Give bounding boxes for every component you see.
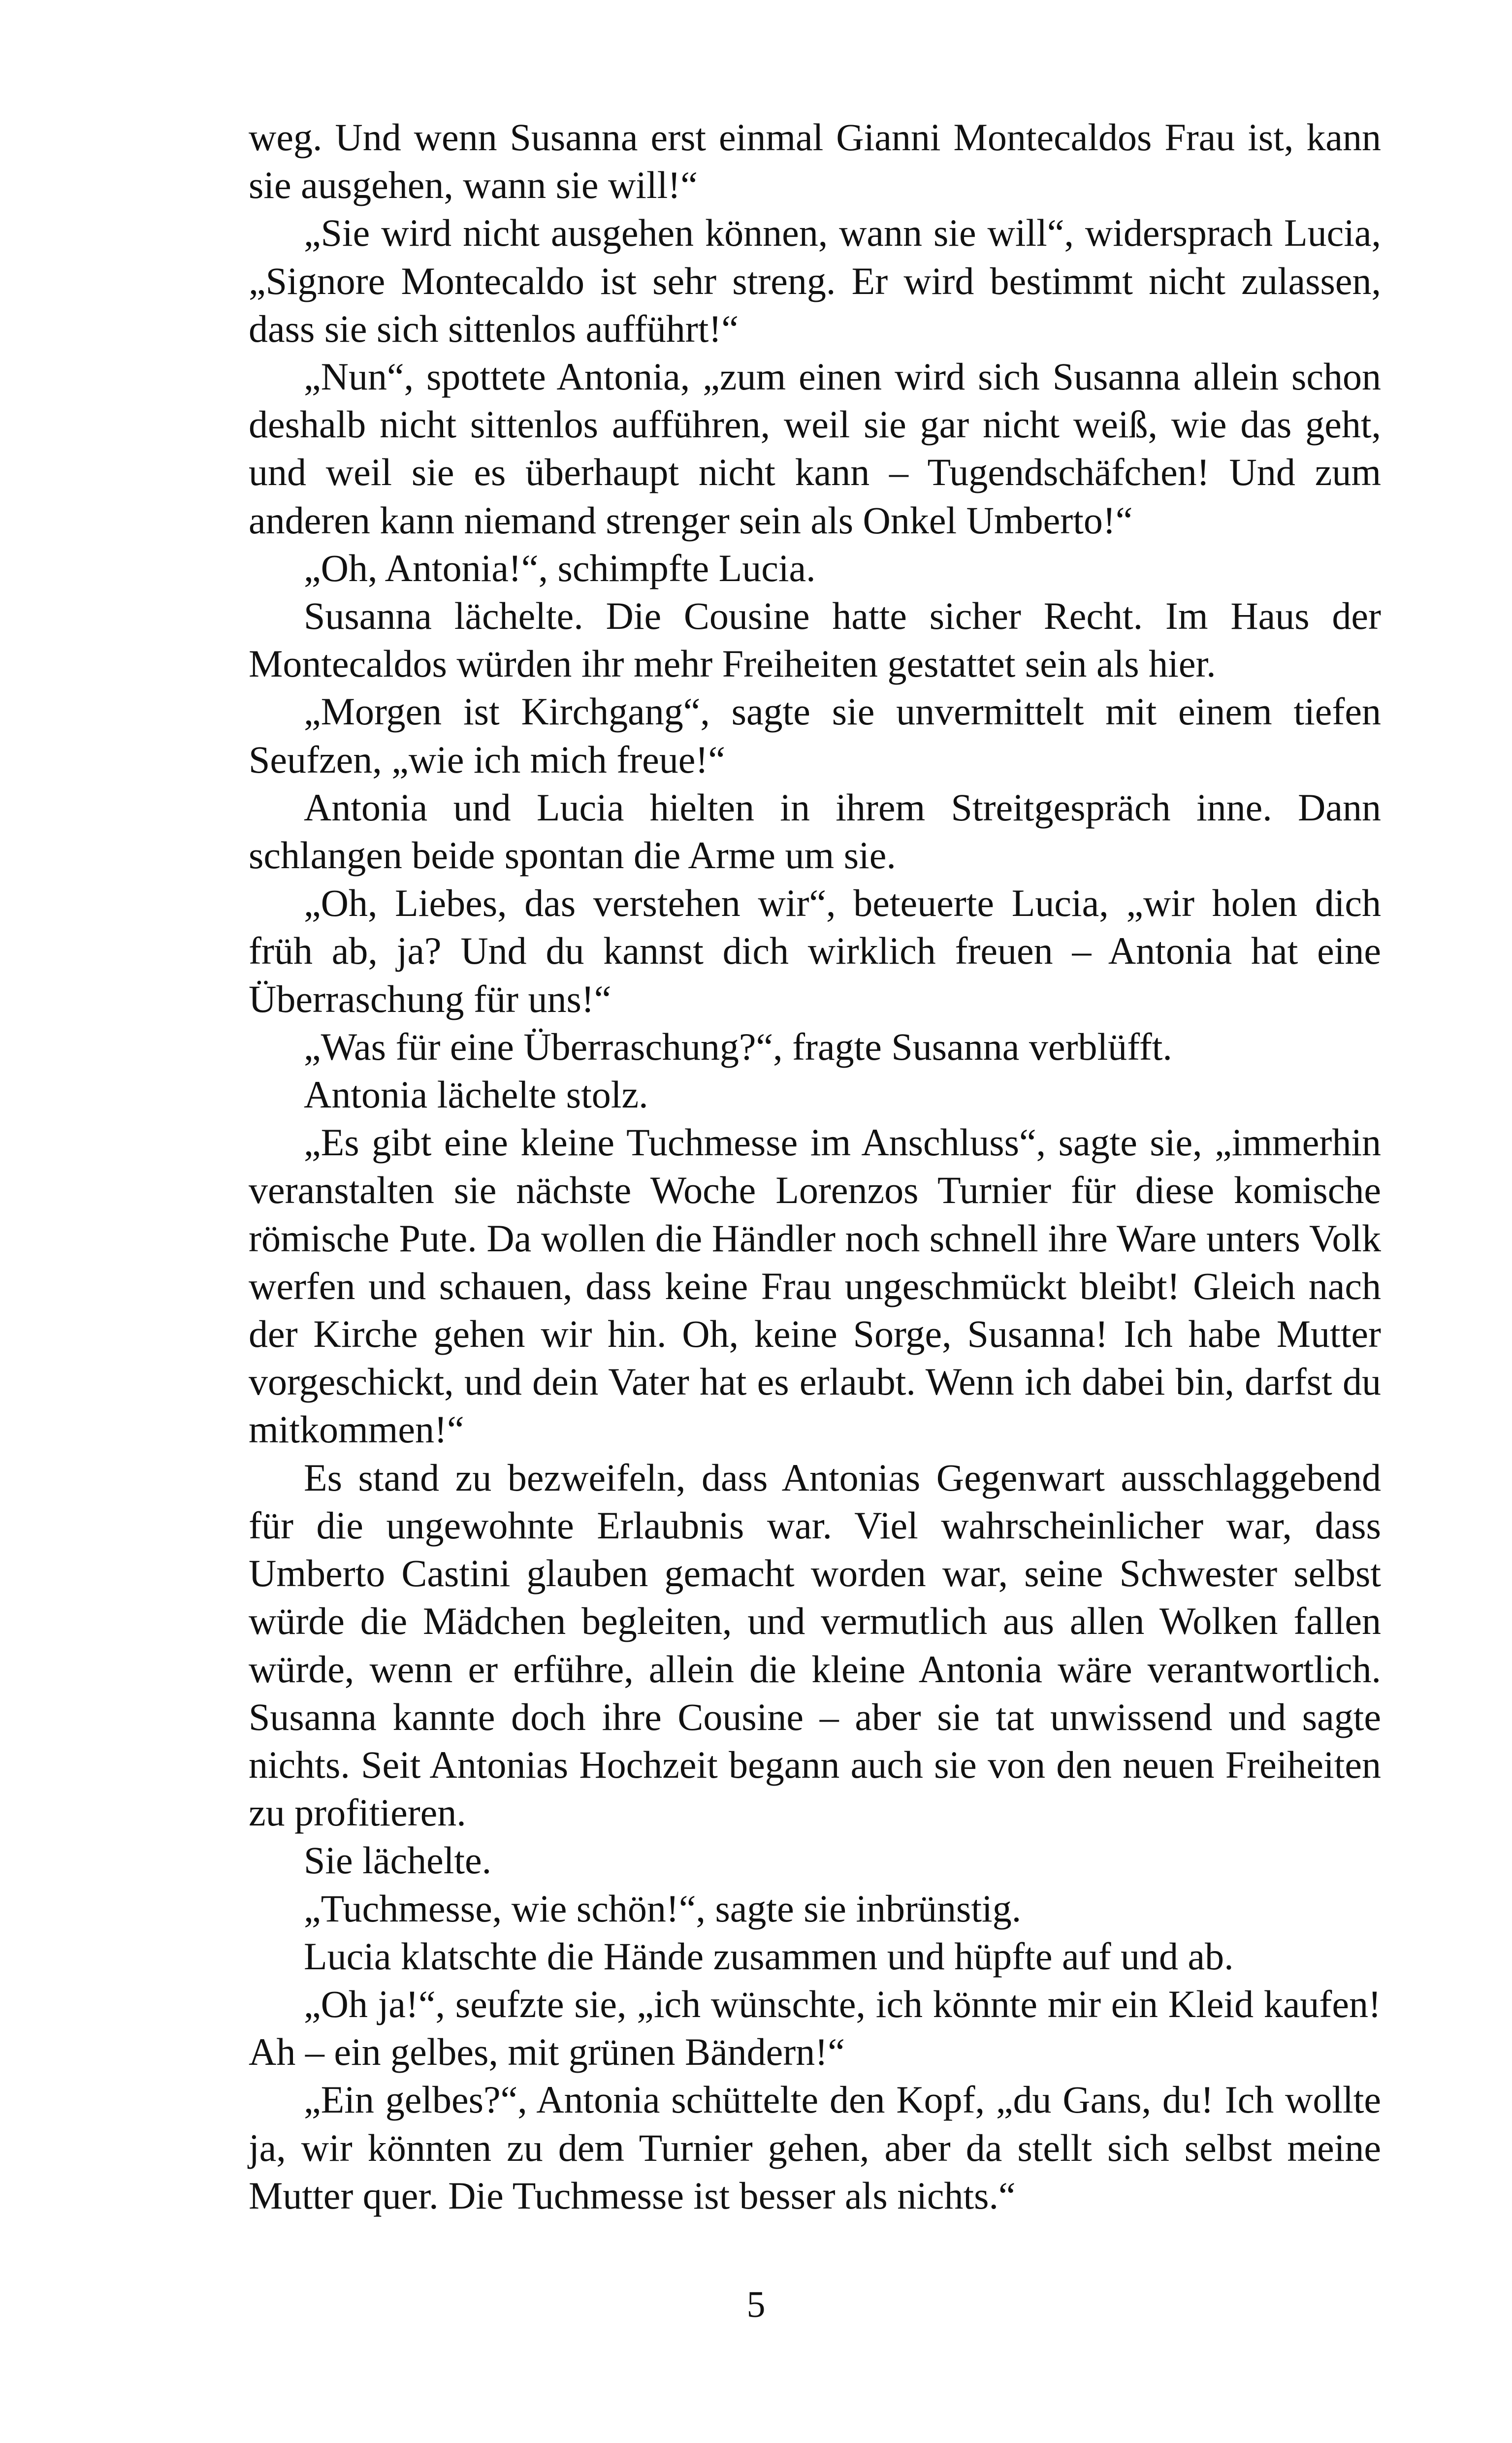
paragraph: „Morgen ist Kirchgang“, sagte sie unvermittelt mit einem tiefen Seufzen, „wie ich mich freue!“ (249, 690, 1381, 781)
paragraph: weg. Und wenn Susanna erst einmal Gianni Montecaldos Frau ist, kann sie ausgehen, wann sie will!“ (249, 116, 1381, 207)
paragraph: „Tuchmesse, wie schön!“, sagte sie inbrünstig. (304, 1887, 1022, 1930)
page-number: 5 (746, 2284, 766, 2325)
paragraph: „Es gibt eine kleine Tuchmesse im Anschluss“, sagte sie, „immerhin veranstalten sie nächste Woche Lorenzos Turnier für diese komische römische Pute. Da wollen die Händler noch schnell ihre Ware unters Volk werfen und schauen, dass keine Frau ungeschmückt bleibt! Gleich nach der Kirche gehen wir hin. Oh, keine Sorge, Susanna! Ich habe Mutter vorgeschickt, und dein Vater hat es erlaubt. Wenn ich dabei bin, darfst du mitkommen!“ (249, 1121, 1381, 1451)
body-text (249, 113, 1381, 2219)
paragraph: Antonia lächelte stolz. (304, 1073, 648, 1116)
paragraph: „Oh, Liebes, das verstehen wir“, beteuerte Lucia, „wir holen dich früh ab, ja? Und du kannst dich wirklich freuen – Antonia hat eine Überraschung für uns!“ (249, 881, 1381, 1020)
paragraph: Lucia klatschte die Hände zusammen und hüpfte auf und ab. (304, 1934, 1234, 1978)
paragraph: „Was für eine Überraschung?“, fragte Susanna verblüfft. (304, 1025, 1172, 1068)
paragraph: „Oh, Antonia!“, schimpfte Lucia. (304, 546, 816, 589)
paragraph: Sie lächelte. (304, 1839, 492, 1882)
paragraph: „Ein gelbes?“, Antonia schüttelte den Kopf, „du Gans, du! Ich wollte ja, wir könnten zu dem Turnier gehen, aber da stellt sich selbst meine Mutter quer. Die Tuchmesse ist besser als nichts.“ (249, 2078, 1381, 2217)
paragraph: „Oh ja!“, seufzte sie, „ich wünschte, ich könnte mir ein Kleid kaufen! Ah – ein gelbes, mit grünen Bändern!“ (249, 1982, 1381, 2074)
paragraph: Antonia und Lucia hielten in ihrem Streitgespräch inne. Dann schlangen beide spontan die Arme um sie. (249, 785, 1381, 877)
paragraph: Es stand zu bezweifeln, dass Antonias Gegenwart ausschlaggebend für die ungewohnte Erlaubnis war. Viel wahrscheinlicher war, dass Umberto Castini glauben gemacht worden war, seine Schwester selbst würde die Mädchen begleiten, und vermutlich aus allen Wolken fallen würde, wenn er erführe, allein die kleine Antonia wäre verantwortlich. Susanna kannte doch ihre Cousine – aber sie tat unwissend und sagte nichts. Seit Antonias Hochzeit begann auch sie von den neuen Freiheiten zu profitieren. (249, 1456, 1381, 1834)
paragraph: Susanna lächelte. Die Cousine hatte sicher Recht. Im Haus der Montecaldos würden ihr mehr Freiheiten gestattet sein als hier. (249, 594, 1381, 685)
paragraph: „Nun“, spottete Antonia, „zum einen wird sich Susanna allein schon deshalb nicht sittenlos aufführen, weil sie gar nicht weiß, wie das geht, und weil sie es überhaupt nicht kann – Tugendschäfchen! Und zum anderen kann niemand strenger sein als Onkel Umberto!“ (249, 355, 1381, 542)
paragraph: „Sie wird nicht ausgehen können, wann sie will“, widersprach Lucia, „Signore Montecaldo ist sehr streng. Er wird bestimmt nicht zulassen, dass sie sich sittenlos aufführt!“ (249, 211, 1381, 350)
